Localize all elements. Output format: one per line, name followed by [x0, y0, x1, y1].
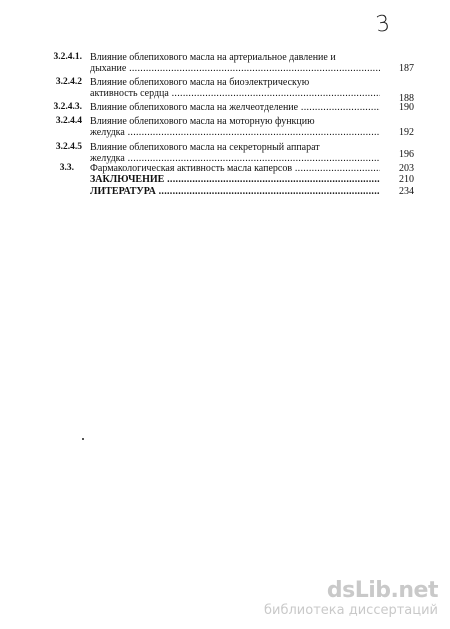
- entry-title-line: Влияние облепихового масла на секреторный аппарат: [90, 142, 320, 153]
- page-reference: 192: [399, 127, 414, 138]
- watermark-subtitle: библиотека диссертаций: [264, 603, 438, 618]
- entry-title-line: Влияние облепихового масла на желчеотделение .....: [90, 102, 380, 113]
- section-number: 3.2.4.3.: [53, 102, 82, 112]
- entry-title-line: ЗАКЛЮЧЕНИЕ .....: [90, 174, 380, 185]
- entry-title-line: ЛИТЕРАТУРА .....: [90, 186, 380, 197]
- section-number: 3.2.4.5: [55, 142, 82, 152]
- page-reference: 187: [399, 63, 414, 74]
- entry-title-line: Влияние облепихового масла на биоэлектрическую: [90, 77, 310, 88]
- watermark-logo: dsLib.net: [326, 578, 438, 603]
- entry-title-line: Фармакологическая активность масла каперсов .....: [90, 163, 380, 174]
- page-reference: 196: [399, 149, 414, 160]
- section-number: 3.2.4.2: [55, 77, 82, 87]
- entry-title-line: желудка .....: [90, 127, 380, 138]
- entry-title-line: дыхание .....: [90, 63, 380, 74]
- entry-title-line: активность сердца .....: [90, 88, 380, 99]
- page-reference: 210: [399, 174, 414, 185]
- entry-title-line: Влияние облепихового масла на артериальное давление и: [90, 52, 336, 63]
- page-reference: 203: [399, 163, 414, 174]
- watermark: [264, 579, 438, 619]
- entry-title-line: желудка .....: [90, 153, 380, 164]
- section-number: 3.2.4.1.: [53, 52, 82, 62]
- section-number: 3.3.: [59, 163, 74, 173]
- scan-speck: [82, 438, 84, 440]
- page-reference: 190: [399, 102, 414, 113]
- page-number: 3: [374, 11, 392, 38]
- page-reference: 188: [399, 93, 414, 104]
- entry-title-line: Влияние облепихового масла на моторную функцию: [90, 116, 315, 127]
- section-number: 3.2.4.4: [55, 116, 82, 126]
- page-reference: 234: [399, 186, 414, 197]
